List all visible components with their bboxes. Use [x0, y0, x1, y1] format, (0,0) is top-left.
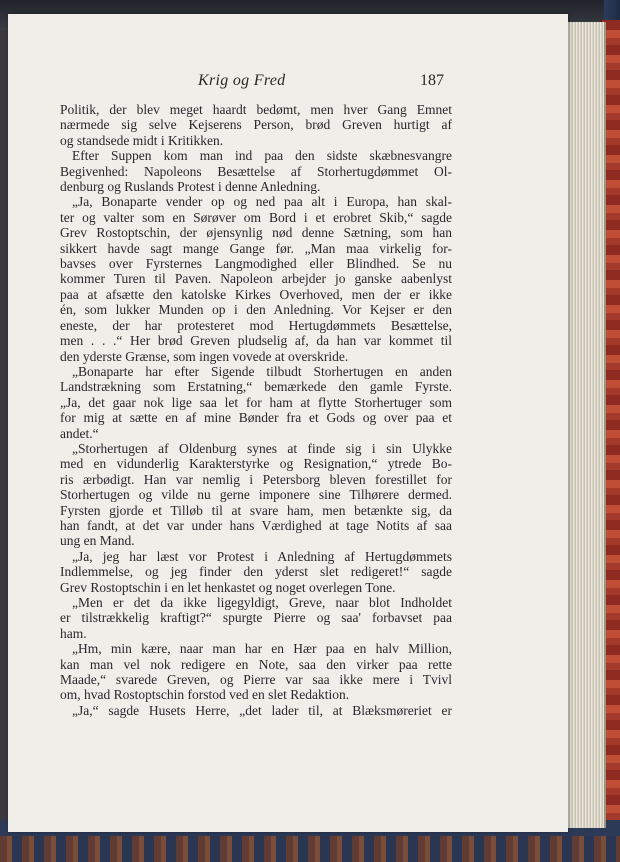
text-line: Begivenhed: Napoleons Besættelse af Storhertugdømmet Ol-	[60, 163, 452, 179]
text-line: „Ja, Bonaparte vender op og ned paa alt i Europa, han skal-	[72, 194, 452, 210]
text-line: Maade,“ svarede Greven, og Pierre var saa ikke mere i Tvivl	[60, 672, 452, 688]
text-line: kommer Turen til Paven. Napoleon arbejder jo ganske aabenlyst	[60, 271, 452, 287]
book-page	[8, 14, 568, 832]
background-fabric	[0, 836, 620, 862]
text-line: „Men er det da ikke ligegyldigt, Greve, naar blot Indholdet	[72, 595, 452, 610]
text-line: andet.“	[60, 425, 99, 441]
text-line: den yderste Grænse, som ingen vovede at overskride.	[60, 348, 349, 364]
text-line: Fyrsten gjorde et Tilløb til at svare ham, men betænkte sig, da	[60, 502, 452, 518]
text-line: Indlemmelse, og jeg finder den yderst slet redigeret!“ sagde	[60, 564, 452, 580]
text-line: ter og valter som en Sørøver om Bord i et erobret Skib,“ sagde	[60, 209, 452, 225]
text-line: Politik, der blev meget haardt bedømt, men hver Gang Emnet	[60, 102, 452, 117]
text-line: „Ja, jeg har læst vor Protest i Anledning af Hertugdømmets	[72, 548, 452, 564]
text-line: ris ærbødigt. Han var nemlig i Petersborg bleven forestillet for	[60, 471, 452, 487]
text-line: paa at afsætte den katolske Kirkes Overhoved, men der er ikke	[60, 286, 452, 302]
running-title: Krig og Fred	[198, 72, 286, 89]
page-number: 187	[420, 72, 444, 89]
text-line: én, som lukker Munden op i den Anledning. Vor Kejser er den	[60, 302, 452, 318]
text-line: bavses over Fyrsternes Langmodighed eller Blindhed. Se nu	[60, 256, 452, 272]
text-line: denburg og Ruslands Protest i denne Anledning.	[60, 179, 321, 195]
text-line: han fandt, at det var under hans Værdighed at tage Notits af saa	[60, 517, 452, 533]
text-line: om, hvad Rostoptschin forstod ved en slet Redaktion.	[60, 687, 350, 703]
text-line: Efter Suppen kom man ind paa den sidste skæbnesvangre	[72, 148, 452, 164]
text-line: ung en Mand.	[60, 533, 135, 549]
text-line: ham.	[60, 625, 87, 641]
text-line: sikkert havde sagt mange Gange før. „Man maa virkelig for-	[60, 240, 452, 256]
text-line: kan man vel nok redigere en Note, saa den virker paa rette	[60, 656, 452, 672]
text-line: Landstrækning som Erstatning,“ bemærkede den gamle Fyrste.	[60, 379, 452, 395]
text-line: „Storhertugen af Oldenburg synes at finde sig i sin Ulykke	[72, 440, 452, 456]
text-line: med en vidunderlig Karakterstyrke og Resignation,“ ytrede Bo-	[60, 456, 452, 472]
text-line: „Ja,“ sagde Husets Herre, „det lader til, at Blæksmøreriet er	[72, 702, 452, 718]
text-line: og standsede midt i Kritikken.	[60, 132, 224, 148]
text-line: Grev Rostoptschin, der øjensynlig nød denne Sætning, som han	[60, 225, 452, 241]
text-line: eneste, der har protesteret mod Hertugdømmets Besættelse,	[60, 317, 452, 333]
page-header	[8, 72, 568, 96]
text-line: er tilstrækkelig kraftigt?“ spurgte Pierre og saa' forbavset paa	[60, 610, 452, 626]
text-line: nærmede sig selve Kejserens Person, brød Greven hurtigt af	[60, 117, 452, 133]
text-line: „Ja, det gaar nok lige saa let for ham at flytte Storhertuger som	[60, 394, 452, 410]
text-line: Storhertugen og vilde nu gerne imponere sine Tilhørere dermed.	[60, 487, 452, 503]
text-line: „Hm, min kære, naar man har en Hær paa en halv Million,	[72, 641, 452, 657]
text-line: „Bonaparte har efter Sigende tilbudt Storhertugen en anden	[72, 363, 452, 379]
text-line: Grev Rostoptschin i en let henkastet og noget overlegen Tone.	[60, 579, 396, 595]
body-text	[60, 102, 452, 718]
text-line: men . . .“ Her brød Greven pludselig af, da han var kommet til	[60, 333, 452, 349]
text-line: for mig at sætte en af mine Bønder fra et Gods og over paa et	[60, 410, 452, 426]
